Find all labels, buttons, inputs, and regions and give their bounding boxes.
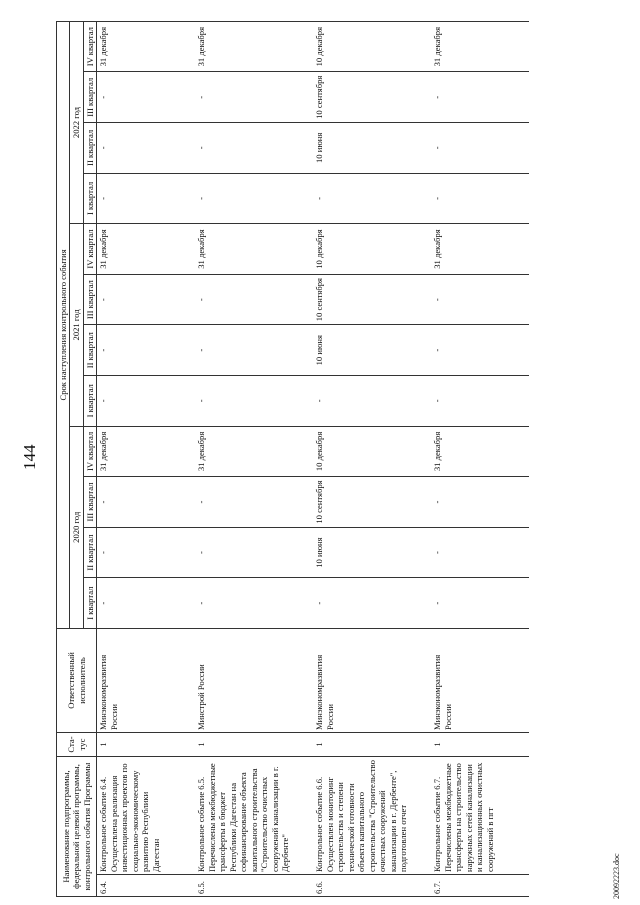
row-value: - (97, 72, 196, 123)
row-value: - (431, 578, 529, 629)
row-value: - (97, 123, 196, 174)
row-value: 31 декабря (195, 224, 313, 275)
row-value: - (97, 527, 196, 578)
row-value: - (195, 477, 313, 528)
row-value: 31 декабря (195, 426, 313, 477)
row-value: - (97, 578, 196, 629)
row-value: 10 сентября (313, 477, 431, 528)
row-executor: Минстрой России (195, 628, 313, 732)
row-value: - (195, 578, 313, 629)
row-value: - (97, 477, 196, 528)
row-value: - (431, 527, 529, 578)
header-quarter: III квартал (83, 72, 96, 123)
row-value: 10 декабря (313, 21, 431, 72)
header-quarter: II квартал (83, 527, 96, 578)
row-name: Контрольное событие 6.6. Осуществлен мониторинг строительства и степени технической готовности объекта капитального строительства "Строительство очистных сооружений канализации в г. Дербенте", подготовлен отчет (313, 756, 431, 874)
row-value: - (431, 274, 529, 325)
row-name: Контрольное событие 6.4. Осуществлена реализация инвестиционных проектов по социально-экономическому развитию Республики Дагестан (97, 756, 196, 874)
header-name: Наименование подпрограммы, федеральной целевой программы, контрольного события Программы (57, 756, 97, 896)
row-executor: Минэкономразвития России (97, 628, 196, 732)
row-value: 10 декабря (313, 426, 431, 477)
header-quarter: II квартал (83, 123, 96, 174)
header-deadline: Срок наступления контрольного события (57, 21, 70, 628)
row-name: Контрольное событие 6.7. Перечислены межбюджетные трансферты на строительство наружных сетей канализации и канализационных очистных сооружений в пгт (431, 756, 529, 874)
row-value: 31 декабря (97, 426, 196, 477)
row-value: - (431, 173, 529, 224)
header-quarter: III квартал (83, 274, 96, 325)
row-value: - (97, 274, 196, 325)
header-year-2021: 2021 год (70, 224, 83, 426)
row-value: - (195, 527, 313, 578)
table-row (195, 21, 313, 896)
row-value: - (431, 325, 529, 376)
header-quarter: II квартал (83, 325, 96, 376)
row-value: - (431, 123, 529, 174)
row-executor: Минэкономразвития России (313, 628, 431, 732)
row-status: 1 (313, 732, 431, 756)
row-value: - (195, 376, 313, 427)
header-quarter: IV квартал (83, 426, 96, 477)
row-value: 10 июня (313, 123, 431, 174)
row-name: Контрольное событие 6.5. Перечислены межбюджетные трансферты в бюджет Республики Дагестан на софинансирование объекта капитального строительства "Строительство очистных сооружений канализации в г. Дербенте" (195, 756, 313, 874)
row-value: 31 декабря (195, 21, 313, 72)
control-events-table (56, 21, 529, 897)
row-value: 10 июня (313, 527, 431, 578)
row-status: 1 (195, 732, 313, 756)
header-quarter: I квартал (83, 578, 96, 629)
row-value: - (431, 376, 529, 427)
row-number: 6.5. (195, 875, 313, 897)
header-executor: Ответственный исполнитель (57, 628, 97, 732)
row-value: - (195, 274, 313, 325)
header-quarter: IV квартал (83, 224, 96, 275)
row-number: 6.4. (97, 875, 196, 897)
footer-filename: 20092223.doc (612, 853, 621, 899)
row-value: - (195, 123, 313, 174)
row-value: 10 июня (313, 325, 431, 376)
row-value: 10 сентября (313, 274, 431, 325)
row-value: - (195, 325, 313, 376)
row-value: - (97, 376, 196, 427)
row-status: 1 (97, 732, 196, 756)
header-quarter: I квартал (83, 376, 96, 427)
header-quarter: I квартал (83, 173, 96, 224)
header-status: Ста- тус (57, 732, 97, 756)
row-value: 10 декабря (313, 224, 431, 275)
row-value: - (97, 173, 196, 224)
row-value: 31 декабря (431, 426, 529, 477)
row-status: 1 (431, 732, 529, 756)
row-value: 31 декабря (431, 224, 529, 275)
row-value: - (313, 578, 431, 629)
header-quarter: IV квартал (83, 21, 96, 72)
row-number: 6.6. (313, 875, 431, 897)
header-year-2020: 2020 год (70, 426, 83, 628)
row-value: - (313, 173, 431, 224)
row-value: 31 декабря (431, 21, 529, 72)
table-row (313, 21, 431, 896)
header-quarter: III квартал (83, 477, 96, 528)
row-value: - (431, 477, 529, 528)
row-value: - (313, 376, 431, 427)
row-value: - (195, 173, 313, 224)
row-value: - (97, 325, 196, 376)
table-row (431, 21, 529, 896)
row-value: 31 декабря (97, 21, 196, 72)
row-number: 6.7. (431, 875, 529, 897)
row-value: 10 сентября (313, 72, 431, 123)
row-executor: Минэкономразвития России (431, 628, 529, 732)
row-value: 31 декабря (97, 224, 196, 275)
header-year-2022: 2022 год (70, 21, 83, 223)
row-value: - (431, 72, 529, 123)
row-value: - (195, 72, 313, 123)
table-row (97, 21, 196, 896)
page-number: 144 (20, 444, 39, 470)
